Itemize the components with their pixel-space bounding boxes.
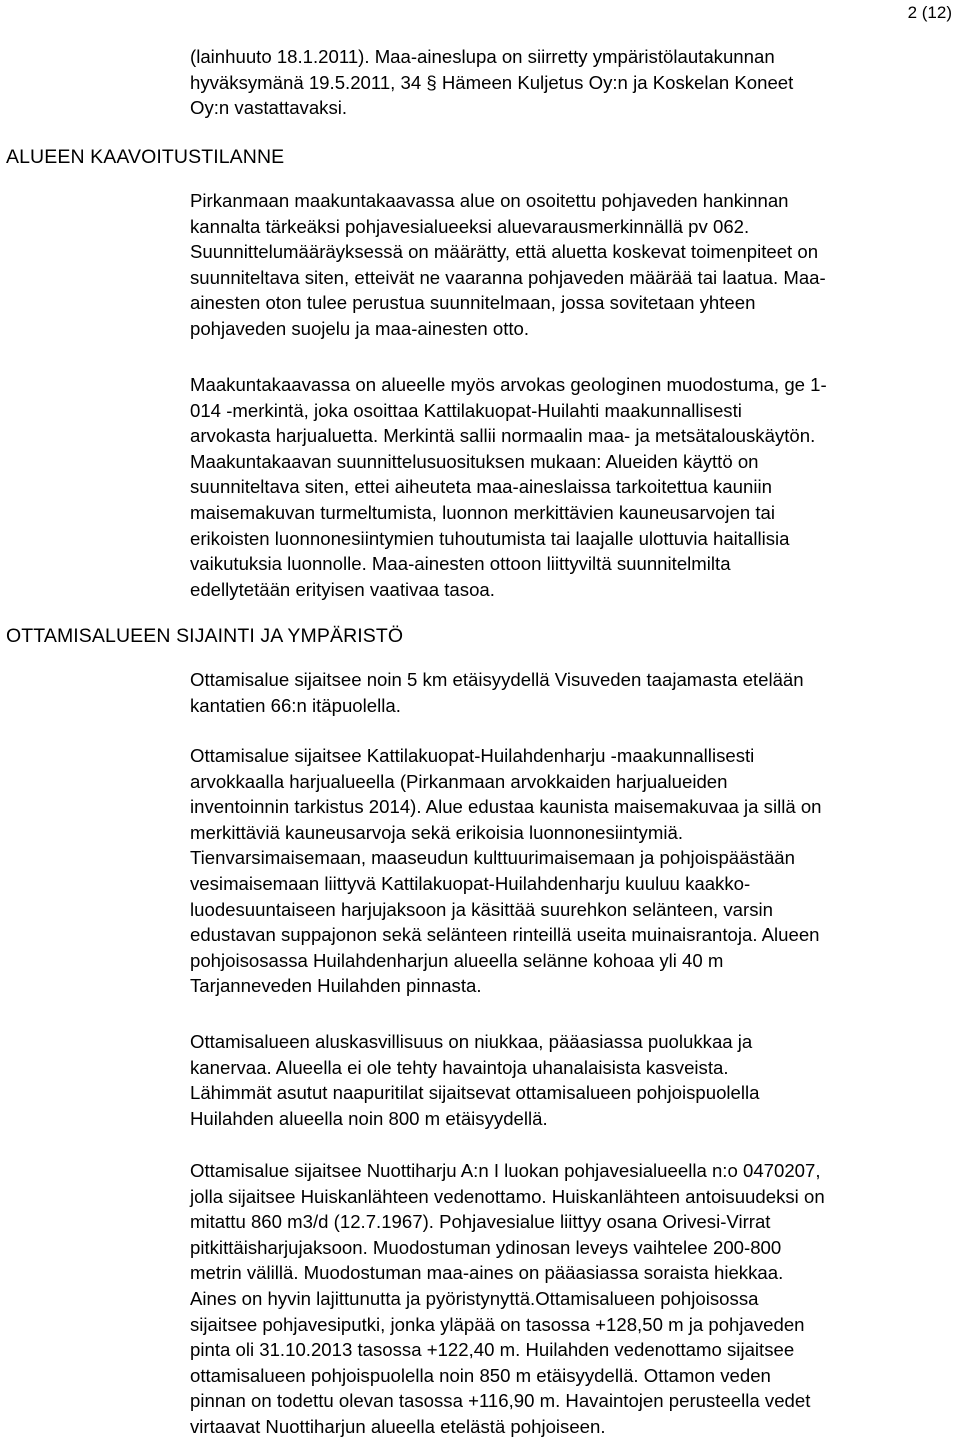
text-line: edellytetään erityisen vaativaa tasoa.: [190, 578, 495, 600]
text-line: virtaavat Nuottiharjun alueella etelästä pohjoiseen.: [190, 1415, 606, 1437]
text-line: maisemakuvan turmeltumista, luonnon merkittävien kauneusarvojen tai: [190, 501, 775, 523]
text-line: erikoisten luonnonesiintymien tuhoutumista tai laajalle ulottuvia haitallisia: [190, 527, 790, 549]
text-line: Huilahden alueella noin 800 m etäisyydellä.: [190, 1107, 548, 1129]
text-line: metrin välillä. Muodostuman maa-aines on pääasiassa soraista hiekkaa.: [190, 1262, 784, 1284]
text-line: ainesten oton tulee perustua suunnitelmaan, jossa sovitetaan yhteen: [190, 292, 756, 314]
text-line: arvokasta harjualuetta. Merkintä sallii normaalin maa- ja metsätalouskäytön.: [190, 425, 816, 447]
text-line: luodesuuntaiseen harjujaksoon ja käsittää suurehkon selänteen, varsin: [190, 898, 773, 920]
sijainti-paragraph-4: [190, 1158, 960, 1440]
text-line: merkittäviä kauneusarvoja sekä erikoisia luonnonesiintymiä.: [190, 821, 683, 843]
kaavoitus-paragraph-2: [190, 372, 960, 602]
sijainti-paragraph-1: [190, 667, 960, 718]
paragraph-text: [190, 743, 960, 999]
intro-paragraph: [190, 44, 960, 121]
text-line: Tarjanneveden Huilahden pinnasta.: [190, 975, 482, 997]
text-line: pohjoisosassa Huilahdenharjun alueella selänne kohoaa yli 40 m: [190, 949, 724, 971]
section-heading-sijainti: OTTAMISALUEEN SIJAINTI JA YMPÄRISTÖ: [6, 625, 404, 647]
text-line: Pirkanmaan maakuntakaavassa alue on osoitettu pohjaveden hankinnan: [190, 190, 789, 211]
text-line: Maakuntakaavassa on alueelle myös arvokas geologinen muodostuma, ge 1-: [190, 374, 827, 395]
text-line: Lähimmät asutut naapuritilat sijaitsevat ottamisalueen pohjoispuolella: [190, 1082, 760, 1104]
text-line: Maakuntakaavan suunnittelusuosituksen mukaan: Alueiden käyttö on: [190, 450, 759, 472]
text-line: arvokkaalla harjualueella (Pirkanmaan arvokkaiden harjualueiden: [190, 770, 728, 792]
paragraph-text: [190, 667, 960, 718]
text-line: edustavan suppajonon sekä selänteen rinteillä useita muinaisrantoja. Alueen: [190, 924, 820, 946]
text-line: ottamisalueen pohjoispuolella noin 850 m etäisyydellä. Ottamon veden: [190, 1364, 771, 1386]
kaavoitus-paragraph-1: [190, 188, 960, 342]
text-line: pinta oli 31.10.2013 tasossa +122,40 m. Huilahden vedenottamo sijaitsee: [190, 1339, 795, 1361]
paragraph-text: [190, 1158, 960, 1440]
text-line: vesimaisemaan liittyvä Kattilakuopat-Huilahdenharju kuuluu kaakko-: [190, 872, 751, 894]
text-line: pohjaveden suojelu ja maa-ainesten otto.: [190, 317, 530, 339]
paragraph-text: [190, 372, 960, 602]
text-line: Ottamisalueen aluskasvillisuus on niukkaa, pääasiassa puolukkaa ja: [190, 1031, 753, 1052]
text-line: mitattu 860 m3/d (12.7.1967). Pohjavesialue liittyy osana Orivesi-Virrat: [190, 1211, 771, 1233]
section-heading-kaavoitustilanne: ALUEEN KAAVOITUSTILANNE: [6, 146, 285, 168]
text-line: 014 -merkintä, joka osoittaa Kattilakuopat-Huilahti maakunnallisesti: [190, 399, 742, 421]
text-line: suunniteltava siten, etteivät ne vaaranna pohjaveden määrää tai laatua. Maa-: [190, 266, 826, 288]
text-line: pitkittäisharjujaksoon. Muodostuman ydinosan leveys vaihtelee 200-800: [190, 1236, 782, 1258]
text-line: kannalta tärkeäksi pohjavesialueeksi aluevarausmerkinnällä pv 062.: [190, 215, 750, 237]
intro-text: [190, 44, 960, 121]
text-line: sijaitsee pohjavesiputki, jonka yläpää on tasossa +128,50 m ja pohjaveden: [190, 1313, 805, 1335]
text-line: inventoinnin tarkistus 2014). Alue edustaa kaunista maisemakuvaa ja sillä on: [190, 796, 822, 818]
text-line: (lainhuuto 18.1.2011). Maa-aineslupa on siirretty ympäristölautakunnan: [190, 46, 775, 67]
page-number: 2 (12): [907, 3, 952, 22]
text-line: vaikutuksia luonnolle. Maa-ainesten ottoon liittyviltä suunnitelmilta: [190, 553, 731, 575]
text-line: Oy:n vastattavaksi.: [190, 97, 348, 119]
text-line: Ottamisalue sijaitsee Kattilakuopat-Huilahdenharju -maakunnallisesti: [190, 745, 755, 766]
text-line: Tienvarsimaisemaan, maaseudun kulttuurimaisemaan ja pohjoispäästään: [190, 847, 795, 869]
sijainti-paragraph-3: [190, 1029, 960, 1131]
text-line: Ottamisalue sijaitsee Nuottiharju A:n I luokan pohjavesialueella n:o 0470207,: [190, 1160, 821, 1181]
paragraph-text: [190, 188, 960, 342]
text-line: Suunnittelumääräyksessä on määrätty, että aluetta koskevat toimenpiteet on: [190, 241, 819, 263]
text-line: kantatien 66:n itäpuolella.: [190, 694, 401, 716]
text-line: pinnan on todettu olevan tasossa +116,90 m. Havaintojen perusteella vedet: [190, 1390, 811, 1412]
text-line: hyväksymänä 19.5.2011, 34 § Hämeen Kuljetus Oy:n ja Koskelan Koneet: [190, 71, 794, 93]
paragraph-text: [190, 1029, 960, 1131]
text-line: Aines on hyvin lajittunutta ja pyöristynyttä.Ottamisalueen pohjoisossa: [190, 1287, 759, 1309]
text-line: suunniteltava siten, ettei aiheuteta maa-aineslaissa tarkoitettua kauniin: [190, 476, 772, 498]
sijainti-paragraph-2: [190, 743, 960, 999]
text-line: jolla sijaitsee Huiskanlähteen vedenottamo. Huiskanlähteen antoisuudeksi on: [190, 1185, 825, 1207]
text-line: kanervaa. Alueella ei ole tehty havaintoja uhanalaisista kasveista.: [190, 1056, 729, 1078]
text-line: Ottamisalue sijaitsee noin 5 km etäisyydellä Visuveden taajamasta etelään: [190, 669, 804, 690]
